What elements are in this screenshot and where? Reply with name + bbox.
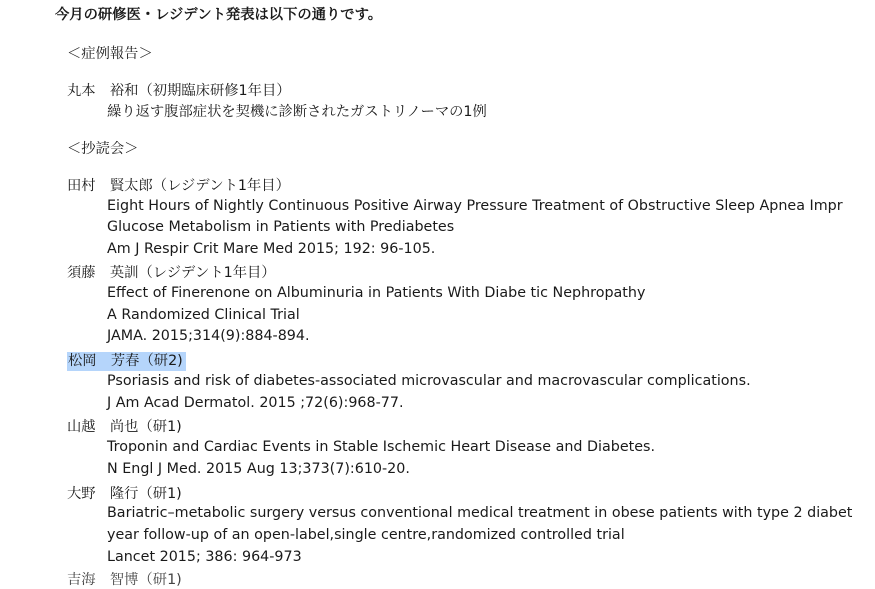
- journal-2-line-2: A Randomized Clinical Trial: [107, 307, 300, 323]
- journal-presenter-4: 山越 尚也（研1): [67, 419, 182, 435]
- journal-presenter-2: 須藤 英訓（レジデント1年目）: [67, 265, 276, 281]
- journal-3-line-2: J Am Acad Dermatol. 2015 ;72(6):968-77.: [107, 395, 404, 411]
- journal-presenter-5: 大野 隆行（研1): [67, 486, 182, 502]
- journal-club-section-title: ＜抄読会＞: [67, 141, 139, 157]
- journal-5-line-2: year follow-up of an open-label,single centre,randomized controlled trial: [107, 527, 625, 543]
- case-report-section-title: ＜症例報告＞: [67, 46, 153, 62]
- case-report-title: 繰り返す腹部症状を契機に診断されたガストリノーマの1例: [107, 104, 487, 120]
- journal-5-line-1: Bariatric–metabolic surgery versus conventional medical treatment in obese patients with type 2 diabet: [107, 505, 853, 521]
- journal-3-line-1: Psoriasis and risk of diabetes-associated microvascular and macrovascular complications.: [107, 373, 751, 389]
- case-report-presenter: 丸本 裕和（初期臨床研修1年目）: [67, 83, 291, 99]
- selection-highlight: 松岡 芳春（研2): [67, 352, 186, 371]
- journal-1-line-2: Glucose Metabolism in Patients with Prediabetes: [107, 219, 455, 235]
- journal-4-line-2: N Engl J Med. 2015 Aug 13;373(7):610-20.: [107, 461, 410, 477]
- journal-2-line-3: JAMA. 2015;314(9):884-894.: [107, 328, 310, 344]
- journal-presenter-3: [67, 350, 186, 370]
- journal-presenter-cutoff: 吉海 智博（研1): [67, 572, 182, 588]
- journal-5-line-3: Lancet 2015; 386: 964-973: [107, 549, 302, 565]
- journal-1-line-3: Am J Respir Crit Mare Med 2015; 192: 96-105.: [107, 241, 436, 257]
- intro-heading: 今月の研修医・レジデント発表は以下の通りです。: [55, 7, 383, 23]
- journal-presenter-1: 田村 賢太郎（レジデント1年目）: [67, 178, 290, 194]
- journal-4-line-1: Troponin and Cardiac Events in Stable Ischemic Heart Disease and Diabetes.: [107, 439, 656, 455]
- journal-2-line-1: Effect of Finerenone on Albuminuria in Patients With Diabe tic Nephropathy: [107, 285, 646, 301]
- journal-1-line-1: Eight Hours of Nightly Continuous Positive Airway Pressure Treatment of Obstructive Sleep Apnea Impr: [107, 198, 843, 214]
